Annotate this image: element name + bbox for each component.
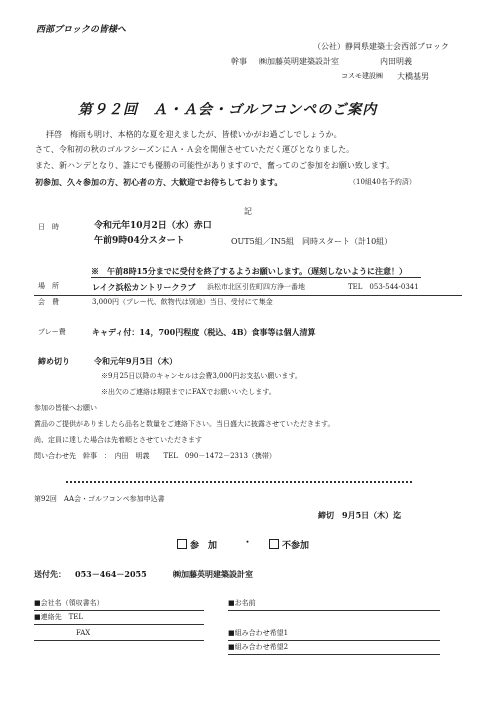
kanji-person-2: 大橋基男: [397, 72, 429, 81]
start-note: OUT5組／IN5組 同時スタート（計10組）: [231, 237, 393, 246]
intro-line-1: 拝啓 梅雨も明け、本格的な夏を迎えましたが、皆様いかがお過ごしでしょうか。: [46, 130, 342, 139]
intro-line-2: さて、令和初の秋のゴルフシーズンにＡ・Ａ会を開催させていただく運びとなりました。: [35, 145, 355, 154]
absent-option[interactable]: [269, 539, 309, 551]
cancel-note: ※9月25日以降のキャンセルは会費3,000円お支払い願います。: [101, 372, 302, 380]
date-value: 令和元年10月2日（水）赤口: [94, 221, 212, 231]
notes-line-contact: 問い合わせ先 幹事 ： 内田 明義 TEL 090－1472－2313（携帯）: [34, 452, 276, 460]
play-fee-label: プレー費: [38, 328, 66, 336]
ki-heading: 記: [244, 207, 252, 216]
notice-underline: [91, 277, 421, 278]
deadline-value: 令和元年9月5日（木）: [94, 356, 178, 366]
group-pref-2-field[interactable]: [228, 654, 440, 655]
company-name-field[interactable]: [34, 610, 204, 611]
organizer-name: （公社）静岡県建築士会西部ブロック: [313, 42, 449, 51]
play-fee-value: キャディ付：14，700円程度（税込、4B）食事等は個人清算: [92, 327, 316, 337]
fax-note: ※出欠のご連絡は期限までにFAXでお願いいたします。: [101, 388, 276, 396]
cut-line: [66, 481, 412, 483]
place-tel: TEL 053-544-0341: [348, 283, 419, 291]
place-label: 場 所: [38, 282, 59, 290]
attend-label: 参 加: [190, 541, 218, 551]
person-name-field[interactable]: [228, 610, 440, 611]
welcome-text: 初参加、久々参加の方、初心者の方、大歓迎でお待ちしております。: [35, 177, 283, 187]
document-title: 第９２回 Ａ・Ａ会・ゴルフコンペのご案内: [78, 102, 378, 118]
form-deadline: 締切 9月5日（木）迄: [318, 510, 402, 520]
fee-value: 3,000円（プレー代、飲物代は別途）当日、受付にて集金: [92, 298, 273, 306]
group-pref-1-label: ■組み合わせ希望1: [228, 629, 289, 637]
start-time: 午前9時04分スタート: [94, 236, 185, 246]
fee-label: 会 費: [38, 298, 59, 306]
absent-checkbox[interactable]: [269, 539, 279, 549]
absent-label: 不参加: [282, 541, 310, 551]
form-title: 第92回 AA会・ゴルフコンペ参加申込書: [34, 495, 165, 503]
send-to-label: 送付先：: [34, 569, 66, 579]
addressee: 西部ブロックの皆様へ: [36, 25, 126, 35]
contact-fax-field[interactable]: [34, 640, 204, 641]
option-separator: ・: [243, 538, 253, 548]
kanji-label: 幹事: [231, 57, 247, 66]
contact-tel-label: ■連絡先 TEL: [34, 613, 84, 621]
group-pref-2-label: ■組み合わせ希望2: [228, 643, 289, 651]
attend-checkbox[interactable]: [177, 539, 187, 549]
notes-line-prizes: 賞品のご提供がありましたら品名と数量をご連絡下さい。当日盛大に披露させていただきます。: [34, 420, 335, 428]
send-to-fax: 053－464－2055: [75, 569, 147, 579]
kanji-company-1: ㈱加藤英明建築設計室: [259, 57, 339, 66]
kanji-company-2: コスモ建設㈱: [341, 72, 383, 80]
place-value: レイク浜松カントリークラブ: [92, 282, 196, 292]
company-name-label: ■会社名（領収書名）: [34, 599, 104, 607]
group-pref-1-field[interactable]: [228, 640, 440, 641]
intro-line-3: また、新ハンデとなり、誰にでも優勝の可能性がありますので、奮ってのご参加をお願い致します。: [35, 161, 395, 170]
capacity-note: （10組40名予約済）: [349, 178, 416, 186]
reception-notice: ※ 午前8時15分までに受付を終了するようお願いします。（遅刻しないように注意！）: [91, 266, 408, 276]
place-address: 浜松市北区引佐町四方浄一番地: [207, 283, 305, 291]
notes-line-capacity: 尚、定員に達した場合は先着順とさせていただきます: [34, 436, 202, 444]
date-label: 日 時: [38, 223, 59, 231]
contact-fax-label: FAX: [76, 629, 91, 637]
attend-option[interactable]: [177, 539, 217, 551]
notes-heading: 参加の皆様へお願い: [34, 404, 97, 412]
contact-tel-field[interactable]: [34, 624, 204, 625]
deadline-label: 締め切り: [38, 356, 70, 366]
place-rule: [34, 295, 462, 296]
person-name-label: ■お名前: [228, 599, 256, 607]
kanji-person-1: 内田明義: [380, 57, 412, 66]
send-to-company: ㈱加藤英明建築設計室: [173, 569, 253, 579]
